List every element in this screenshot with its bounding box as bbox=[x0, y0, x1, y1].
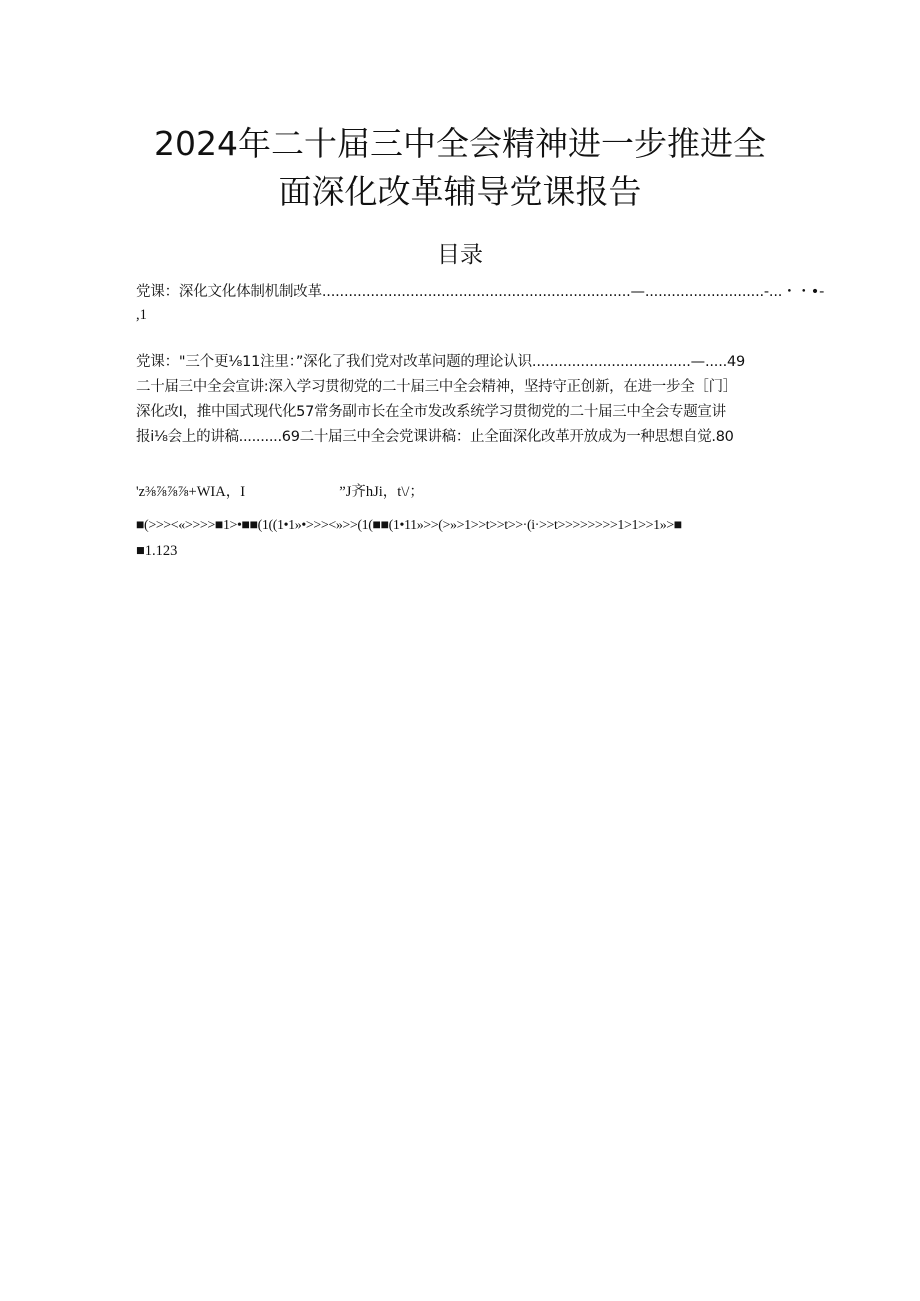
document-title-line-1: 2024年二十届三中全会精神进一步推进全 bbox=[154, 124, 766, 163]
toc-entry-5: 报i⅛会上的讲稿..........69二十届三中全会党课讲稿：止全面深化改革开放成为一种思想自觉.80 bbox=[136, 429, 734, 445]
garbled-line-2: ■(>>><«>>>>■1>•■■(1((1•1»•>>><»>>(1(■■(1•11»>>(>»>1>>t>>t>>·(i·>>t>>>>>>>>1>1>>1»>■ bbox=[136, 518, 682, 533]
toc-entry-3: 二十届三中全会宣讲:深入学习贯彻党的二十届三中全会精神，坚持守正创新，在进一步全［门］ bbox=[136, 379, 737, 395]
toc-heading: 目录 bbox=[437, 242, 483, 268]
toc-entry-1-page: ,1 bbox=[136, 307, 147, 323]
garbled-line-3: ■1.123 bbox=[136, 543, 178, 559]
toc-entry-1: 党课：深化文化体制机制改革......................................................................—...........................-...・・•- bbox=[136, 284, 825, 300]
garbled-line-1: 'z⅜⅞⅞⅞+WIA，I ”J齐hJi，t\/； bbox=[136, 484, 424, 500]
toc-entry-2: 党课："三个更⅛11注里：”深化了我们党对改革问题的理论认识....................................—.....49 bbox=[136, 354, 746, 370]
toc-entry-4: 深化改I，推中国式现代化57常务副市长在全市发改系统学习贯彻党的二十届三中全会专题宣讲 bbox=[136, 404, 726, 420]
document-title-line-2: 面深化改革辅导党课报告 bbox=[278, 172, 642, 211]
